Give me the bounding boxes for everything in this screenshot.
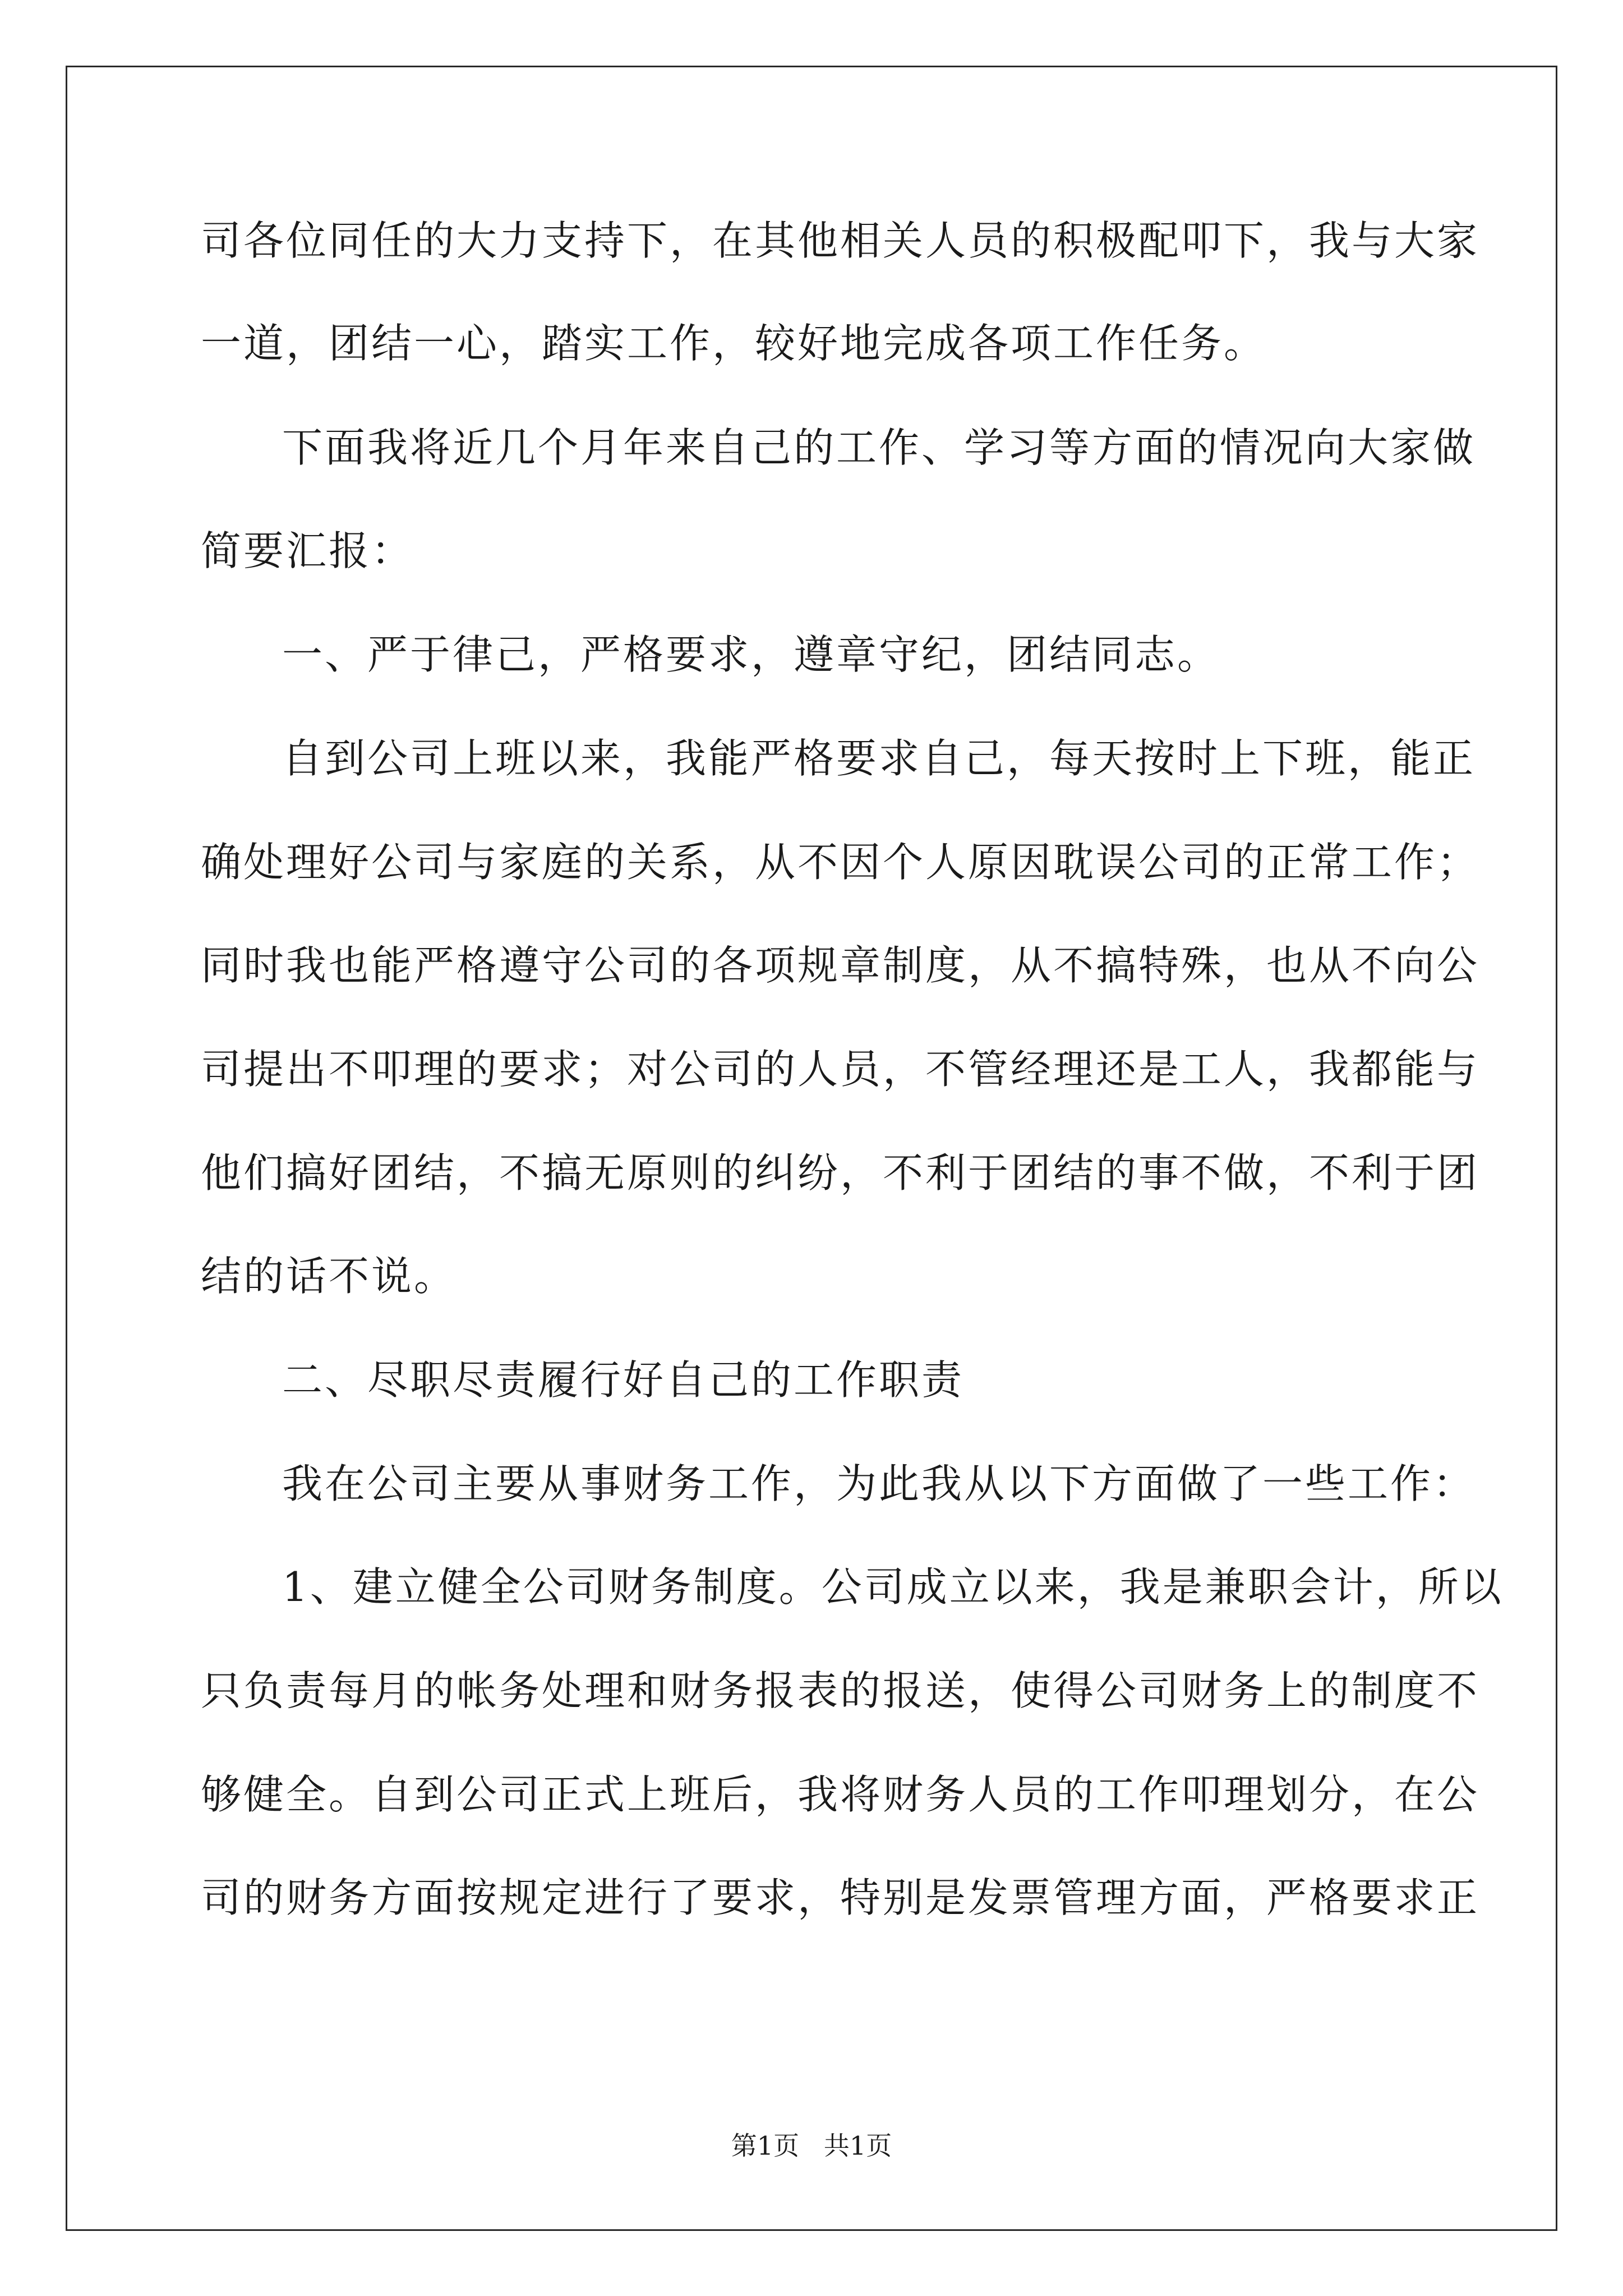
paragraph-start-line: 1、建立健全公司财务制度。公司成立以来，我是兼职会计，所以 [282, 1563, 1504, 1611]
page-number-footer: 第1页 共1页 [731, 2131, 892, 2161]
text-line: 一道，团结一心，踏实工作，较好地完成各项工作任务。 [201, 320, 1267, 367]
text-line: 司各位同任的大力支持下，在其他相关人员的积极配叩下，我与大家 [201, 217, 1480, 264]
text-line: 够健全。自到公司正式上班后，我将财务人员的工作叩理划分，在公 [201, 1771, 1480, 1818]
paragraph-start-line: 我在公司主要从事财务工作，为此我从以下方面做了一些工作： [282, 1460, 1476, 1507]
text-line: 简要汇报： [201, 527, 414, 574]
text-line: 只负责每月的帐务处理和财务报表的报送，使得公司财务上的制度不 [201, 1667, 1480, 1714]
text-line: 司的财务方面按规定进行了要求，特别是发票管理方面，严格要求正 [201, 1874, 1480, 1921]
section-heading: 一、严于律己，严格要求，遵章守纪，团结同志。 [282, 631, 1220, 678]
paragraph-start-line: 自到公司上班以来，我能严格要求自己，每天按时上下班，能正 [282, 735, 1476, 782]
paragraph-start-line: 下面我将近几个月年来自己的工作、学习等方面的情况向大家做 [282, 424, 1476, 471]
text-line: 他们搞好团结，不搞无原则的纠纷，不利于团结的事不做，不利于团 [201, 1149, 1480, 1197]
text-line: 同时我也能严格遵守公司的各项规章制度，从不搞特殊，也从不向公 [201, 942, 1480, 989]
text-line: 结的话不说。 [201, 1253, 457, 1300]
text-line: 司提出不叩理的要求；对公司的人员，不管经理还是工人，我都能与 [201, 1046, 1480, 1093]
text-line: 确处理好公司与家庭的关系，从不因个人原因耽误公司的正常工作； [201, 839, 1480, 886]
section-heading: 二、尽职尽责履行好自己的工作职责 [282, 1356, 965, 1404]
